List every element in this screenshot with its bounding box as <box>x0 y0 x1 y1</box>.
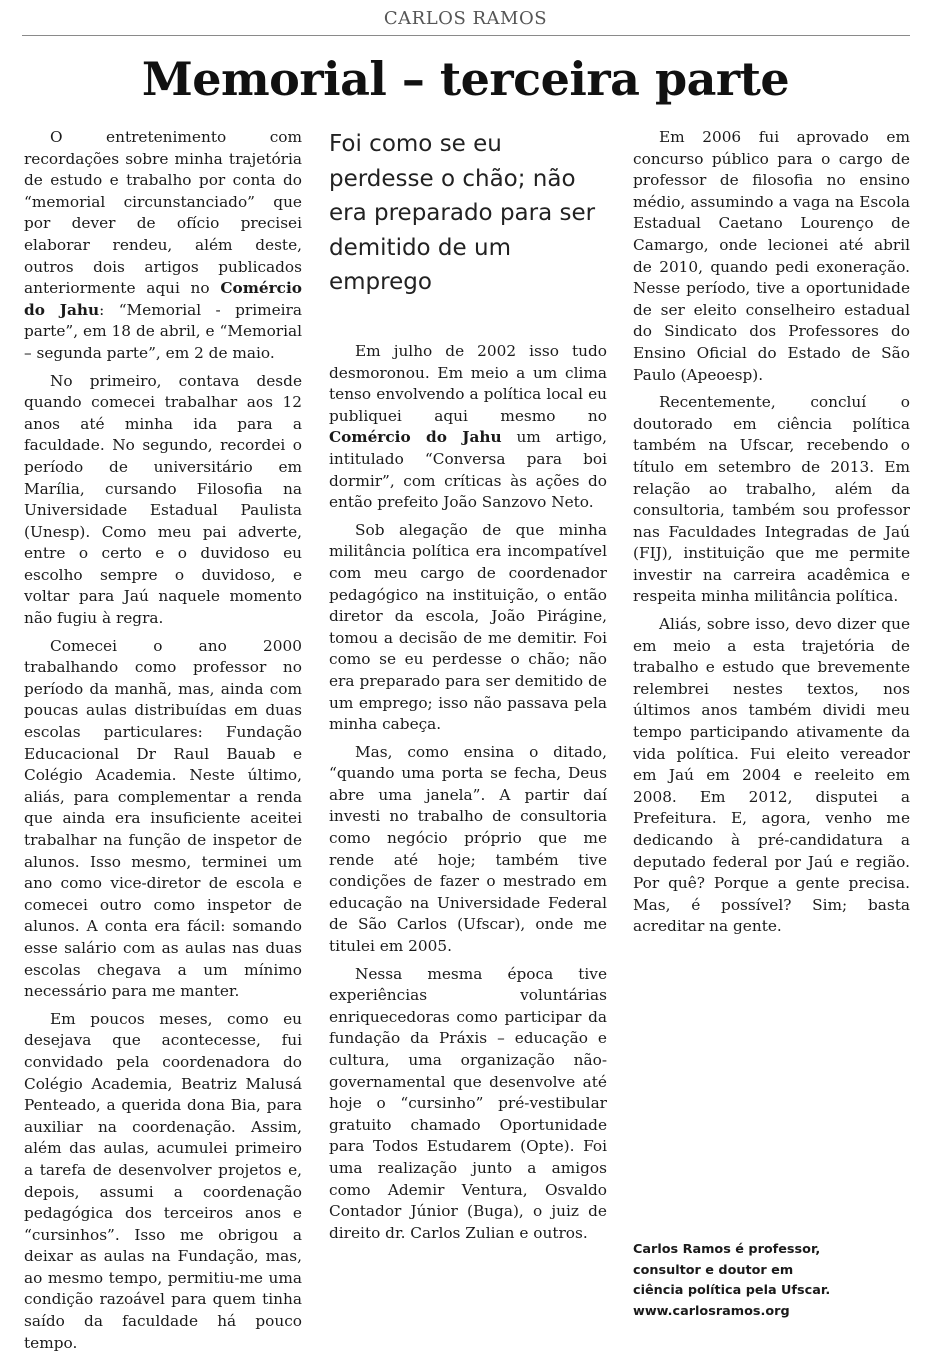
article-headline: Memorial – terceira parte <box>141 52 790 106</box>
paragraph-11: Aliás, sobre isso, devo dizer que em meio a esta trajetória de trabalho e estudo que brevemente relembrei nestes textos, nos últimos anos também dividi meu tempo participando ativamente da vida política. Fui eleito vereador em Jaú em 2004 e reeleito em 2008. Em 2012, disputei a Prefeitura. E, agora, venho me dedicando à pré-candidatura a deputado federal por Jaú e região. Por quê? Porque a gente precisa. Mas, é possível? Sim; basta acreditar na gente. <box>633 615 910 936</box>
bio-line-3: ciência política pela Ufscar. <box>633 1283 831 1298</box>
article-column-3 <box>633 127 910 1217</box>
newspaper-name: Comércio do Jahu <box>329 428 502 447</box>
header-rule <box>22 35 910 36</box>
paragraph-10: Recentemente, concluí o doutorado em ciência política também na Ufscar, recebendo o título em setembro de 2013. Em relação ao trabalho, além da consultoria, também sou professor nas Faculdades Integradas de Jaú (FIJ), instituição que me permite investir na carreira acadêmica e respeita minha militância política. <box>633 393 910 606</box>
paragraph-9: Em 2006 fui aprovado em concurso público para o cargo de professor de filosofia no ensino médio, assumindo a vaga na Escola Estadual Caetano Lourenço de Camargo, onde lecionei até abril de 2010, quando pedi exoneração. Nesse período, tive a oportunidade de ser eleito conselheiro estadual do Sindicato dos Professores do Ensino Oficial do Estado de São Paulo (Apeoesp). <box>633 128 910 384</box>
article-column-2 <box>329 341 607 1341</box>
paragraph-1 <box>24 127 302 365</box>
paragraph-1-text-b: : “Memorial - primeira parte”, em 18 de abril, e “Memorial – segunda parte”, em 2 de maio. <box>24 300 302 362</box>
paragraph-1-text-a: O entretenimento com recordações sobre minha trajetória de estudo e trabalho por conta do “memorial circunstanciado” que por dever de ofício precisei elaborar rendeu, além deste, outros dois artigos publicados anteriormente aqui no <box>24 128 302 298</box>
paragraph-5-text-b: um artigo, intitulado “Conversa para boi dormir”, com críticas às ações do então prefeito João Sanzovo Neto. <box>329 428 607 512</box>
newspaper-name: Comércio do Jahu <box>24 279 302 319</box>
author-byline: CARLOS RAMOS <box>383 8 548 29</box>
paragraph-5 <box>329 341 607 514</box>
paragraph-4: Em poucos meses, como eu desejava que acontecesse, fui convidado pela coordenadora do Colégio Academia, Beatriz Malusá Penteado, a querida dona Bia, para auxiliar na coordenação. Assim, além das aulas, acumulei primeiro a tarefa de desenvolver projetos e, depois, assumi a coordenação pedagógica dos terceiros anos e “cursinhos”. Isso me obrigou a deixar as aulas na Fundação, mas, ao mesmo tempo, permitiu-me uma condição razoável para quem tinha saído da faculdade há pouco tempo. <box>24 1009 302 1352</box>
paragraph-7: Mas, como ensina o ditado, “quando uma porta se fecha, Deus abre uma janela”. A partir daí investi no trabalho de consultoria como negócio próprio que me rende até hoje; também tive condições de fazer o mestrado em educação na Universidade Federal de São Carlos (Ufscar), onde me titulei em 2005. <box>329 742 607 956</box>
paragraph-3: Comecei o ano 2000 trabalhando como professor no período da manhã, mas, ainda com poucas aulas distribuídas em duas escolas particulares: Fundação Educacional Dr Raul Bauab e Colégio Academia. Neste último, aliás, para complementar a renda que ainda era insuficiente aceitei trabalhar na função de inspetor de alunos. Isso mesmo, terminei um ano como vice-diretor de escola e comecei outro como inspetor de alunos. A conta era fácil: somando esse salário com as aulas nas duas escolas chegava a um mínimo necessário para me manter. <box>24 636 302 1001</box>
paragraph-2: No primeiro, contava desde quando comecei trabalhar aos 12 anos até minha ida para a faculdade. No segundo, recordei o período de universitário em Marília, cursando Filosofia na Universidade Estadual Paulista (Unesp). Como meu pai adverte, entre o certo e o duvidoso eu escolho sempre o duvidoso, e voltar para Jaú naquele momento não fugiu à regra. <box>24 371 302 628</box>
author-website-link[interactable]: www.carlosramos.org <box>633 1303 790 1319</box>
paragraph-8: Nessa mesma época tive experiências voluntárias enriquecedoras como participar da fundação da Práxis – educação e cultura, uma organização não-governamental que desenvolve até hoje o “cursinho” pré-vestibular gratuito chamado Oportunidade para Todos Estudarem (Opte). Foi uma realização junto a amigos como Ademir Ventura, Osvaldo Contador Júnior (Buga), o juiz de direito dr. Carlos Zulian e outros. <box>329 964 607 1242</box>
article-column-1 <box>24 127 302 1352</box>
pull-quote: Foi como se eu perdesse o chão; não era preparado para ser demitido de um emprego <box>329 131 596 295</box>
bio-line-2: consultor e doutor em <box>633 1262 794 1278</box>
bio-line-1: Carlos Ramos é professor, <box>633 1242 821 1257</box>
paragraph-5-text-a: Em julho de 2002 isso tudo desmoronou. Em meio a um clima tenso envolvendo a política local eu publiquei aqui mesmo no <box>329 342 607 425</box>
author-bio <box>633 1240 913 1322</box>
paragraph-6: Sob alegação de que minha militância política era incompatível com meu cargo de coordenador pedagógico na instituição, o então diretor da escola, João Pirágine, tomou a decisão de me demitir. Foi como se eu perdesse o chão; não era preparado para ser demitido de um emprego; isso não passava pela minha cabeça. <box>329 520 607 734</box>
